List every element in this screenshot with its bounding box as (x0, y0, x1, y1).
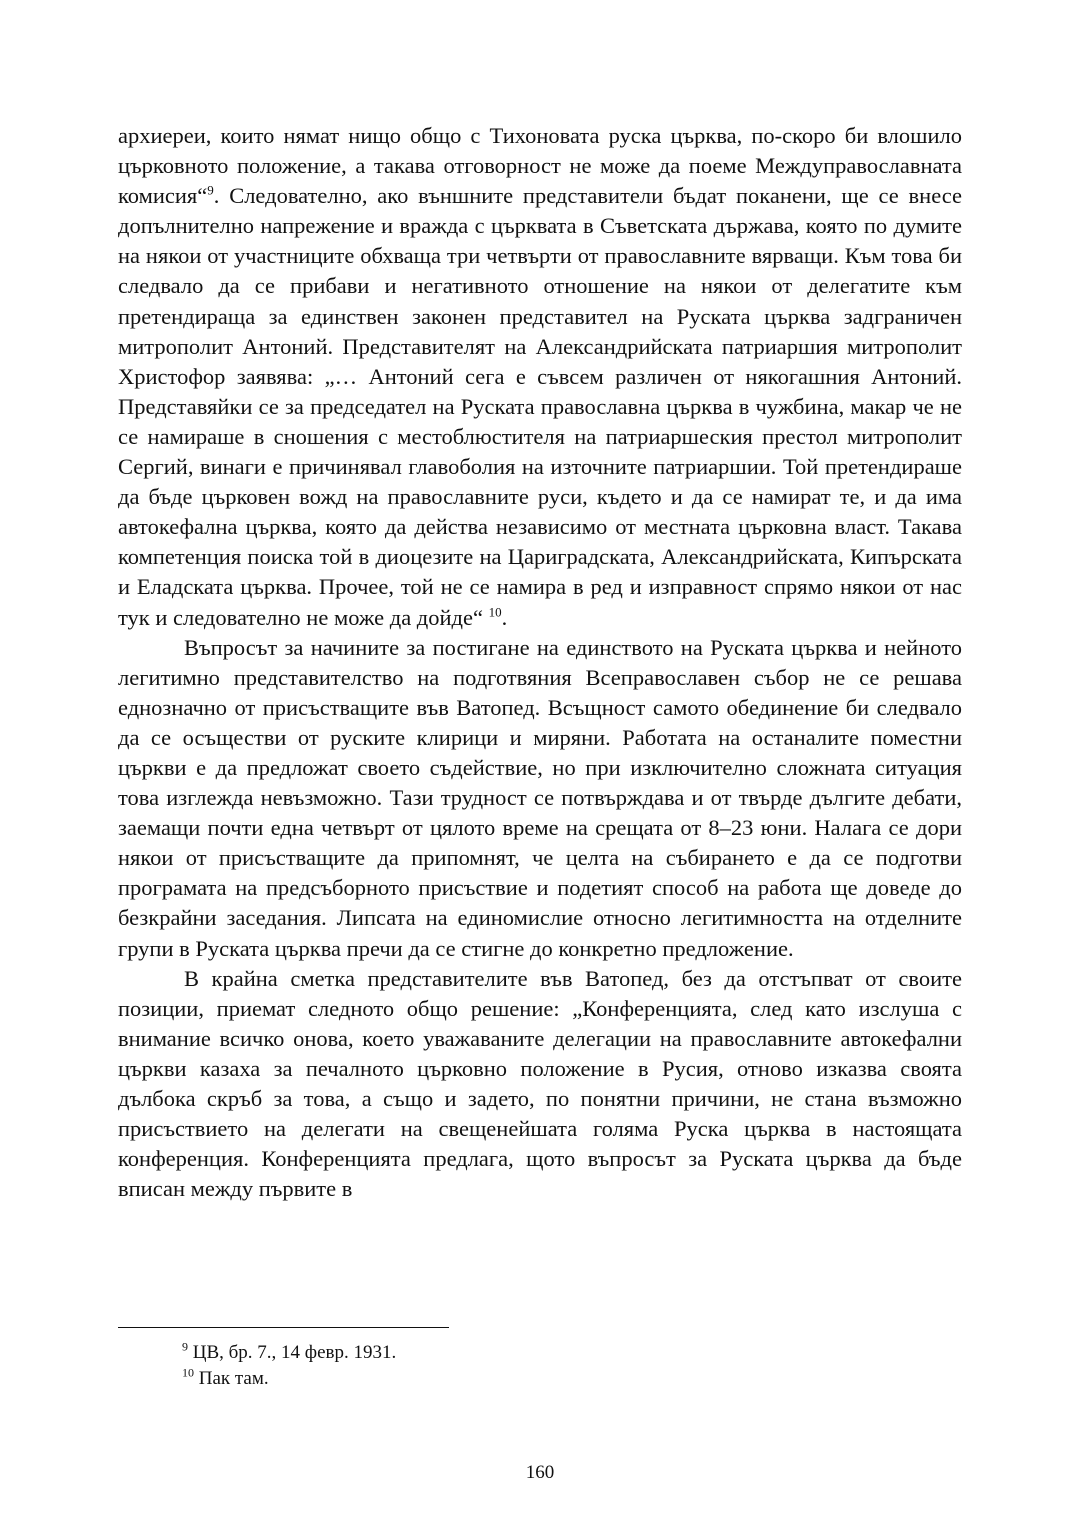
page-body (118, 121, 962, 1204)
footnote-number: 9 (182, 1339, 188, 1354)
footnote-text: ЦВ, бр. 7., 14 февр. 1931. (188, 1342, 397, 1363)
footnotes (118, 1327, 962, 1392)
footnote-ref-9[interactable]: 9 (207, 182, 214, 198)
page-number: 160 (525, 1462, 555, 1483)
paragraph-1-text-c: . (501, 604, 508, 630)
paragraph-1 (118, 121, 962, 633)
footnote-10 (118, 1366, 962, 1392)
footnote-separator (118, 1327, 449, 1328)
paragraph-2: Въпросът за начините за постигане на единството на Руската църква и нейното легитимно представителство на подготвяния Всеправославен събор не се решава еднозначно от присъстващите във Ватопед. Всъщност самото обединение би следвало да се осъществи от руските клирици и миряни. Работата на останалите поместни църкви е да предложат своето съдействие, но при изключително сложната ситуация това изглежда невъзможно. Тази трудност се потвърждава и от твърде дългите дебати, заемащи почти една четвърт от цялото време на срещата от 8–23 юни. Налага се дори някои от присъстващите да припомнят, че целта на събирането е да се подготви програмата на предсъборното присъствие и подетият способ на работа ще доведе до безкрайни заседания. Липсата на единомислие относно легитимността на отделните групи в Руската църква пречи да се стигне до конкретно предложение. (118, 634, 962, 961)
footnote-9 (118, 1340, 962, 1366)
footnote-ref-10[interactable]: 10 (488, 604, 502, 619)
paragraph-1-text-a: архиереи, които нямат нищо общо с Тихоновата руска църква, по-скоро би влошило църковното положение, а такава отговорност не може да поеме Междуправославната комисия“ (118, 123, 962, 209)
paragraph-1-text-b: . Следователно, ако външните представители бъдат поканени, ще се внесе допълнително напрежение и вражда с църквата в Съветската държава, която по думите на някои от участниците обхваща три четвърти от православните вярващи. Към това би следвало да се прибави и негативното отношение на някои от делегатите към претендираща за единствен законен представител на Руската църква задграничен митрополит Антоний. Представителят на Александрийската патриаршия митрополит Христофор заявява: „… Антоний сега е съвсем различен от някогашния Антоний. Представяйки се за председател на Руската православна църква в чужбина, макар че не се намираше в сношения с местоблюстителя на патриаршеския престол митрополит Сергий, винаги е причинявал главоболия на източните патриаршии. Той претендираше да бъде църковен вожд на православните руси, където и да се намират те, и да има автокефална църква, която да действа независимо от местната църковна власт. Такава компетенция поиска той в диоцезите на Цариградската, Александрийската, Кипърската и Еладската църква. Прочее, той не се намира в ред и изправност спрямо някои от нас тук и следователно не може да дойде“ (118, 183, 962, 630)
footnote-text: Пак там. (194, 1368, 269, 1389)
paragraph-3: В крайна сметка представителите във Ватопед, без да отстъпват от своите позиции, приемат следното общо решение: „Конференцията, след като изслуша с внимание всичко онова, което уважаваните делегации на православните автокефални църкви казаха за печалното църковно положение в Русия, отново изказва своята дълбока скръб за това, а също и задето, по понятни причини, не стана възможно присъствието на делегати на свещенейшата голяма Руска църква в настоящата конференция. Конференцията предлага, щото въпросът за Руската църква да бъде вписан между първите в (118, 965, 962, 1202)
footnote-number: 10 (182, 1365, 194, 1380)
